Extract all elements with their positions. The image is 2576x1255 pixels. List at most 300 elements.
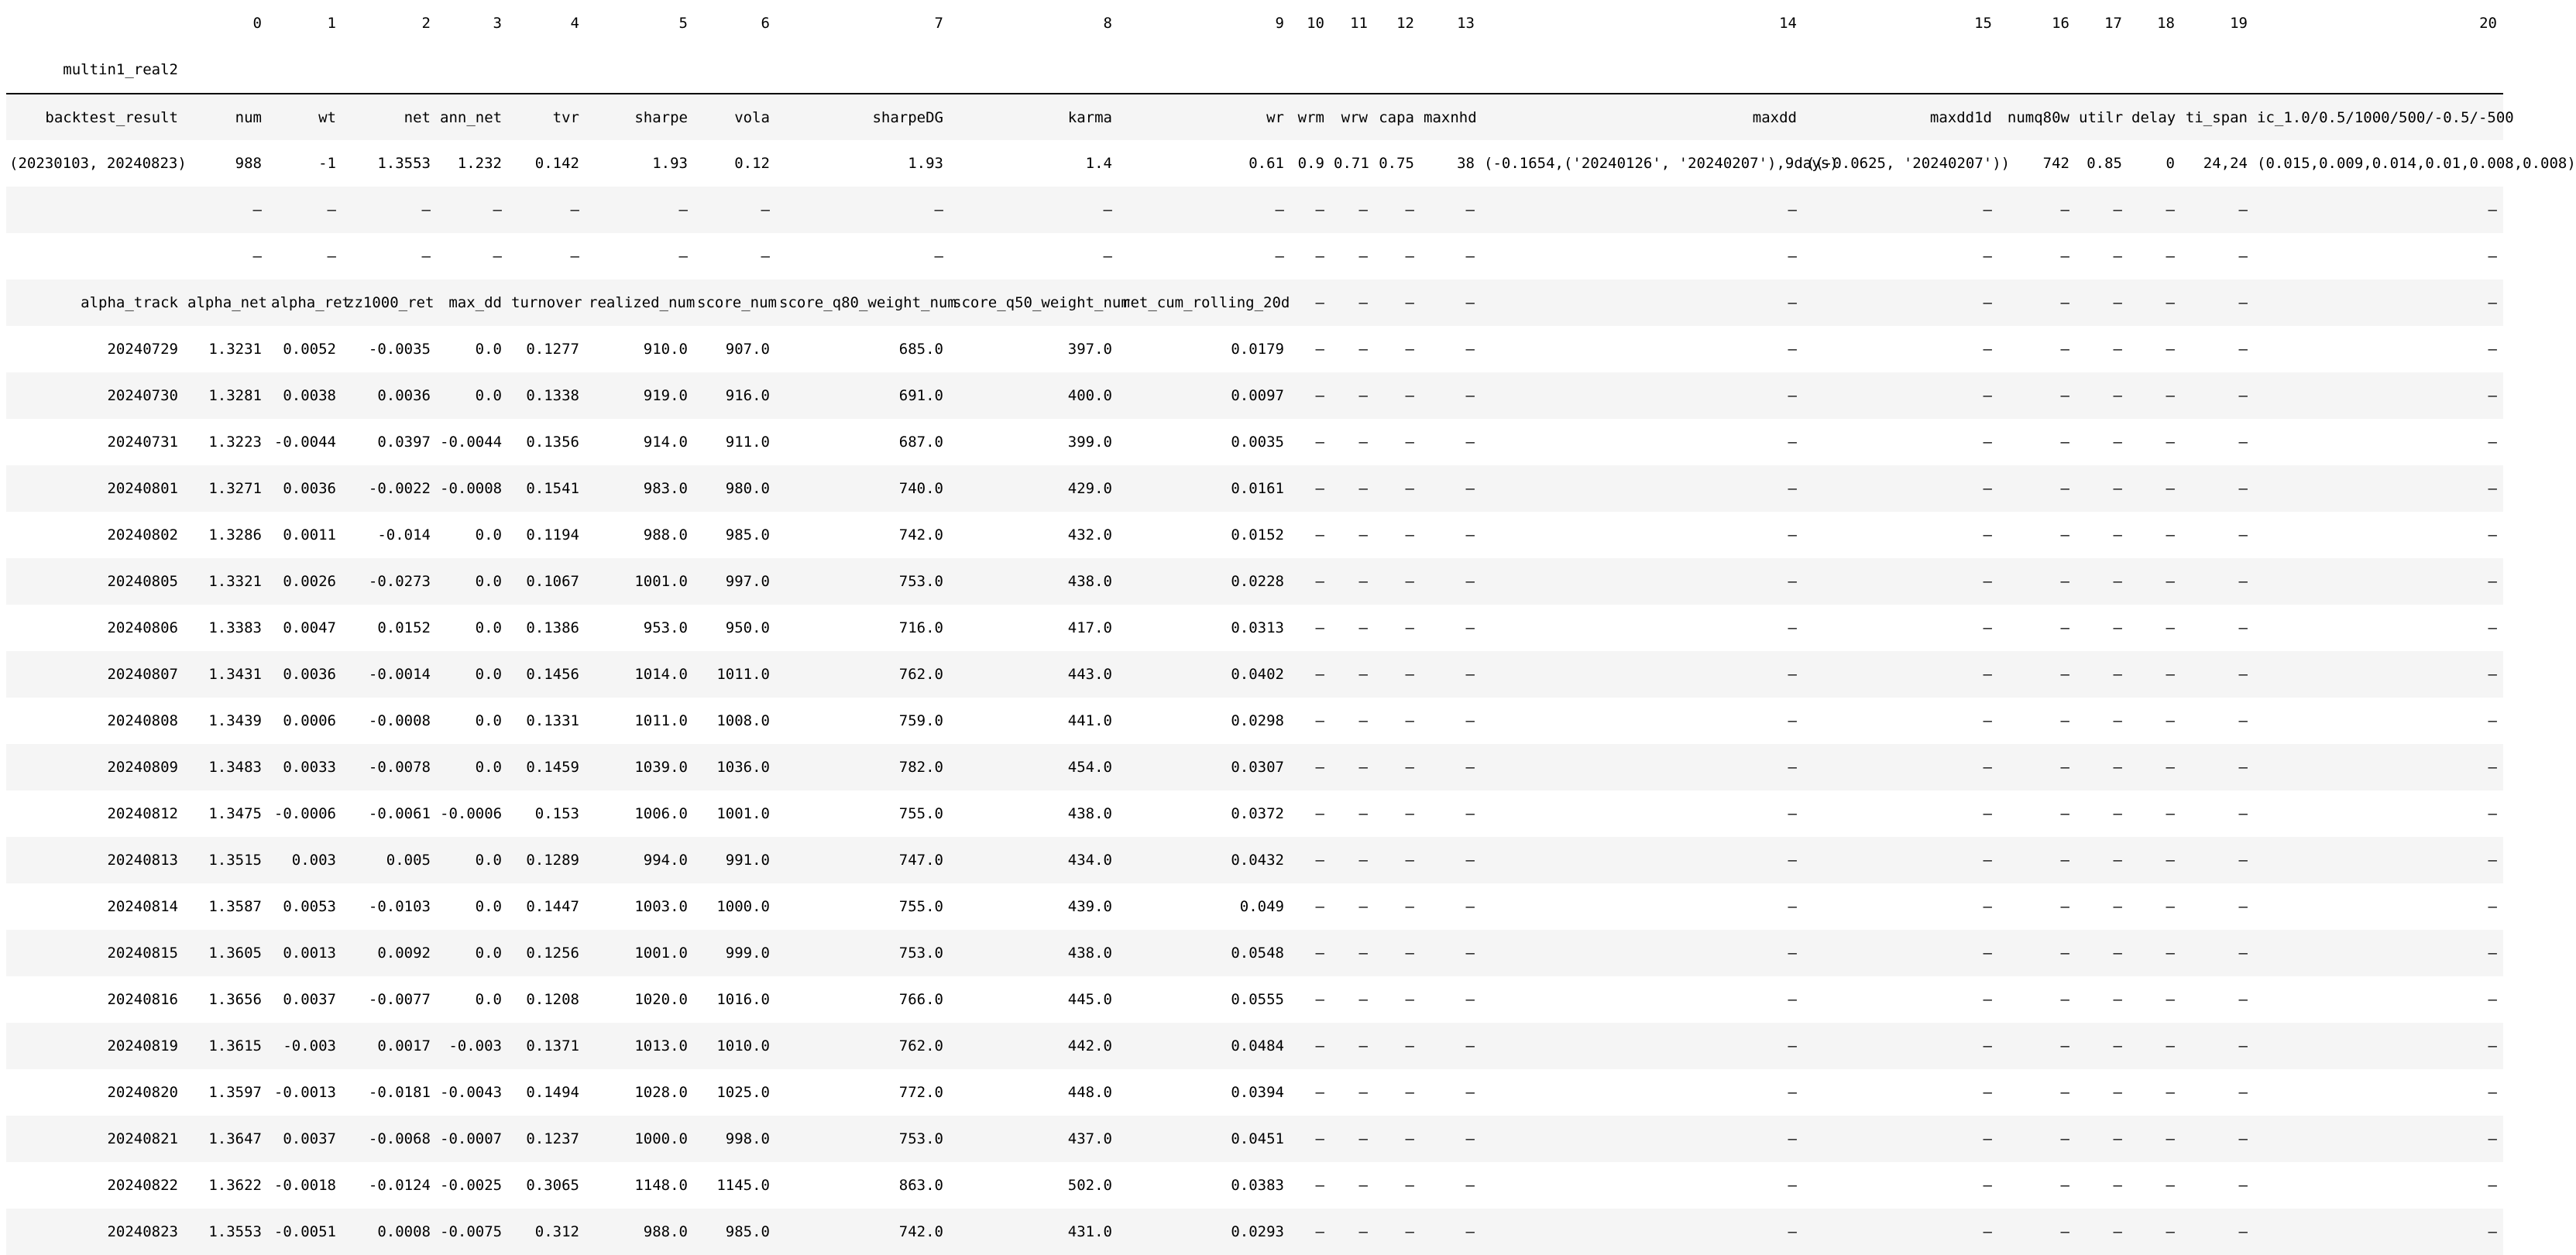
- table-cell: 0.1447: [526, 898, 579, 915]
- table-cell: —: [1983, 573, 1992, 590]
- table-cell: —: [1358, 341, 1368, 358]
- table-cell: 0.0097: [1231, 387, 1284, 404]
- table-cell: 762.0: [898, 666, 943, 683]
- table-cell: turnover: [511, 294, 582, 311]
- table-cell: 1.3439: [208, 712, 262, 729]
- table-cell: —: [2488, 805, 2497, 822]
- table-cell: 0.0: [475, 945, 502, 962]
- table-cell: 1028.0: [634, 1084, 688, 1101]
- table-cell: 0.003: [291, 852, 336, 869]
- table-cell: sharpe: [634, 108, 688, 126]
- table-cell: 0.0307: [1231, 759, 1284, 776]
- table-cell: 0.1459: [526, 759, 579, 776]
- table-cell: 1008.0: [716, 712, 770, 729]
- table-cell: 1.3223: [208, 434, 262, 451]
- row-index-label: 20240819: [107, 1037, 178, 1054]
- table-cell: 1001.0: [634, 945, 688, 962]
- table-cell: alpha_net: [187, 294, 267, 311]
- table-cell: numq80w: [2007, 108, 2069, 126]
- index-row-blank-cell: [2254, 46, 2503, 94]
- table-cell: 0.0013: [283, 945, 336, 962]
- table-cell: —: [1465, 945, 1475, 962]
- table-row: [6, 558, 2503, 605]
- table-cell: —: [934, 201, 943, 218]
- table-cell: —: [1405, 1130, 1414, 1147]
- table-cell: delay: [2131, 108, 2176, 126]
- table-cell: —: [2113, 1130, 2122, 1147]
- table-cell: 1010.0: [716, 1037, 770, 1054]
- table-cell: —: [1315, 573, 1324, 590]
- row-index-label: [6, 187, 184, 233]
- table-cell: 1.3597: [208, 1084, 262, 1101]
- table-cell: —: [2113, 805, 2122, 822]
- table-cell: —: [1983, 434, 1992, 451]
- table-cell: 1.3656: [208, 991, 262, 1008]
- table-cell: 0.0: [475, 759, 502, 776]
- table-cell: 0.1208: [526, 991, 579, 1008]
- table-cell: —: [1983, 480, 1992, 497]
- table-cell: —: [1788, 898, 1797, 915]
- table-cell: —: [1358, 1223, 1368, 1240]
- table-cell: —: [2166, 759, 2175, 776]
- table-cell: —: [1465, 898, 1475, 915]
- table-cell: 755.0: [898, 805, 943, 822]
- table-cell: —: [2060, 1223, 2069, 1240]
- table-cell: —: [1788, 526, 1797, 543]
- table-cell: 0.049: [1239, 898, 1284, 915]
- table-cell: 953.0: [643, 619, 688, 636]
- table-cell: —: [252, 248, 262, 265]
- table-cell: —: [2488, 666, 2497, 683]
- table-cell: —: [2113, 201, 2122, 218]
- table-cell: —: [1983, 341, 1992, 358]
- table-cell: —: [2238, 759, 2248, 776]
- table-cell: 0.0484: [1231, 1037, 1284, 1054]
- table-cell: —: [2113, 434, 2122, 451]
- table-cell: 1001.0: [716, 805, 770, 822]
- table-cell: —: [2488, 248, 2497, 265]
- table-cell: —: [2238, 573, 2248, 590]
- table-cell: —: [1315, 712, 1324, 729]
- table-cell: —: [1315, 387, 1324, 404]
- table-row: [6, 651, 2503, 698]
- table-cell: —: [1358, 294, 1368, 311]
- table-cell: —: [1405, 898, 1414, 915]
- index-row-blank-cell: [2076, 46, 2128, 94]
- table-cell: -0.003: [448, 1037, 502, 1054]
- table-row: [6, 790, 2503, 837]
- table-cell: —: [2238, 898, 2248, 915]
- table-cell: 0.75: [1379, 155, 1414, 172]
- table-cell: 438.0: [1067, 805, 1112, 822]
- table-cell: 0.0033: [283, 759, 336, 776]
- table-cell: 1011.0: [634, 712, 688, 729]
- table-cell: —: [2060, 387, 2069, 404]
- table-cell: —: [2238, 1223, 2248, 1240]
- table-cell: 998.0: [725, 1130, 770, 1147]
- table-cell: 0.61: [1249, 155, 1284, 172]
- row-index-label: 20240729: [107, 341, 178, 358]
- table-cell: —: [2060, 573, 2069, 590]
- table-cell: -0.0014: [368, 666, 431, 683]
- table-cell: 911.0: [725, 434, 770, 451]
- table-cell: —: [1358, 805, 1368, 822]
- table-cell: —: [1465, 1177, 1475, 1194]
- table-cell: 863.0: [898, 1177, 943, 1194]
- table-cell: 753.0: [898, 945, 943, 962]
- table-cell: -0.0075: [440, 1223, 503, 1240]
- table-cell: —: [2113, 341, 2122, 358]
- table-cell: 441.0: [1067, 712, 1112, 729]
- table-cell: -0.0044: [440, 434, 503, 451]
- table-cell: —: [1465, 666, 1475, 683]
- table-cell: —: [1315, 1223, 1324, 1240]
- table-cell: 0.0037: [283, 991, 336, 1008]
- table-cell: —: [2238, 341, 2248, 358]
- table-cell: —: [2166, 526, 2175, 543]
- table-cell: 1000.0: [634, 1130, 688, 1147]
- table-cell: 0.0053: [283, 898, 336, 915]
- row-index-label: 20240805: [107, 573, 178, 590]
- table-cell: —: [1358, 248, 1368, 265]
- table-cell: —: [2166, 991, 2175, 1008]
- table-cell: 907.0: [725, 341, 770, 358]
- table-cell: —: [1983, 526, 1992, 543]
- table-cell: 439.0: [1067, 898, 1112, 915]
- table-cell: -0.0068: [368, 1130, 431, 1147]
- table-cell: —: [1275, 248, 1284, 265]
- table-cell: 0.1338: [526, 387, 579, 404]
- table-cell: 988.0: [643, 526, 688, 543]
- index-row-blank-cell: [586, 46, 694, 94]
- table-cell: —: [1358, 759, 1368, 776]
- table-cell: 0.0026: [283, 573, 336, 590]
- table-cell: —: [327, 201, 336, 218]
- table-cell: 1.3383: [208, 619, 262, 636]
- row-index-label: 20240814: [107, 898, 178, 915]
- table-cell: 0.0036: [377, 387, 431, 404]
- table-cell: 740.0: [898, 480, 943, 497]
- table-cell: —: [1315, 434, 1324, 451]
- table-cell: —: [1315, 619, 1324, 636]
- table-cell: —: [1315, 666, 1324, 683]
- table-cell: —: [1275, 201, 1284, 218]
- table-cell: —: [1358, 434, 1368, 451]
- index-row-blank-cell: [776, 46, 950, 94]
- table-cell: 916.0: [725, 387, 770, 404]
- table-cell: —: [1405, 1084, 1414, 1101]
- table-cell: 448.0: [1067, 1084, 1112, 1101]
- table-cell: 1001.0: [634, 573, 688, 590]
- row-index-label: 20240815: [107, 945, 178, 962]
- table-cell: 0.0: [475, 666, 502, 683]
- table-cell: 988: [235, 155, 262, 172]
- table-row: [6, 233, 2503, 279]
- table-cell: —: [2113, 248, 2122, 265]
- table-cell: —: [2166, 480, 2175, 497]
- table-cell: -0.0018: [273, 1177, 336, 1194]
- table-cell: —: [1788, 852, 1797, 869]
- table-cell: —: [2060, 1084, 2069, 1101]
- table-cell: -0.0006: [273, 805, 336, 822]
- table-row: [6, 883, 2503, 930]
- table-row: [6, 512, 2503, 558]
- table-row: [6, 140, 2503, 187]
- table-cell: 1025.0: [716, 1084, 770, 1101]
- table-cell: —: [1405, 619, 1414, 636]
- table-cell: —: [1788, 434, 1797, 451]
- table-row: [6, 187, 2503, 233]
- table-cell: —: [2166, 201, 2175, 218]
- table-cell: —: [1405, 852, 1414, 869]
- table-cell: —: [1465, 1084, 1475, 1101]
- column-number-header: 10: [1307, 15, 1324, 32]
- table-cell: 753.0: [898, 573, 943, 590]
- table-cell: 1016.0: [716, 991, 770, 1008]
- table-cell: -0.0273: [368, 573, 431, 590]
- table-cell: —: [1465, 434, 1475, 451]
- table-cell: —: [1405, 480, 1414, 497]
- table-cell: —: [2238, 1037, 2248, 1054]
- table-cell: 0.0372: [1231, 805, 1284, 822]
- table-cell: maxdd: [1752, 108, 1797, 126]
- table-cell: -0.0025: [440, 1177, 503, 1194]
- table-cell: —: [1358, 201, 1368, 218]
- index-row-blank-cell: [694, 46, 776, 94]
- table-cell: —: [2060, 898, 2069, 915]
- table-cell: —: [2060, 852, 2069, 869]
- table-cell: —: [1315, 526, 1324, 543]
- table-cell: 0: [2166, 155, 2175, 172]
- index-name: multin1_real2: [6, 46, 184, 94]
- table-cell: 0.0038: [283, 387, 336, 404]
- table-cell: —: [1788, 294, 1797, 311]
- table-cell: —: [2488, 619, 2497, 636]
- table-cell: —: [2238, 201, 2248, 218]
- row-index-label: (20230103, 20240823): [9, 155, 187, 172]
- table-cell: —: [2113, 1223, 2122, 1240]
- table-cell: —: [1315, 991, 1324, 1008]
- column-number-header: 16: [2052, 15, 2069, 32]
- corner-blank: [6, 0, 184, 46]
- table-cell: —: [2166, 1037, 2175, 1054]
- table-row: [6, 744, 2503, 790]
- table-cell: —: [2488, 201, 2497, 218]
- table-cell: —: [1315, 294, 1324, 311]
- table-cell: —: [1465, 387, 1475, 404]
- table-cell: score_num: [697, 294, 777, 311]
- index-row-blank-cell: [2128, 46, 2181, 94]
- table-cell: 1.3587: [208, 898, 262, 915]
- table-cell: —: [1405, 1223, 1414, 1240]
- table-cell: -0.0035: [368, 341, 431, 358]
- table-cell: 0.0152: [1231, 526, 1284, 543]
- table-cell: 0.0383: [1231, 1177, 1284, 1194]
- table-cell: —: [493, 201, 502, 218]
- table-cell: -0.0103: [368, 898, 431, 915]
- table-cell: 747.0: [898, 852, 943, 869]
- table-cell: 400.0: [1067, 387, 1112, 404]
- table-cell: 0.0052: [283, 341, 336, 358]
- table-cell: —: [570, 248, 579, 265]
- column-number-header: 13: [1457, 15, 1475, 32]
- table-cell: 766.0: [898, 991, 943, 1008]
- table-cell: —: [2166, 1084, 2175, 1101]
- table-cell: 454.0: [1067, 759, 1112, 776]
- table-cell: —: [2060, 666, 2069, 683]
- table-cell: 983.0: [643, 480, 688, 497]
- table-cell: —: [1315, 898, 1324, 915]
- table-cell: —: [1788, 712, 1797, 729]
- table-cell: 0.142: [534, 155, 579, 172]
- table-cell: —: [2060, 248, 2069, 265]
- table-cell: —: [2060, 1177, 2069, 1194]
- table-row: [6, 1209, 2503, 1255]
- table-cell: —: [1315, 852, 1324, 869]
- index-row-blank-cell: [950, 46, 1118, 94]
- table-cell: max_dd: [448, 294, 502, 311]
- table-cell: 753.0: [898, 1130, 943, 1147]
- table-cell: —: [1315, 480, 1324, 497]
- table-cell: ((-0.0625, '20240207')): [1806, 155, 2011, 172]
- table-cell: 0.0548: [1231, 945, 1284, 962]
- table-cell: —: [2113, 712, 2122, 729]
- table-body: [6, 94, 2576, 1255]
- table-cell: 0.153: [534, 805, 579, 822]
- column-number-header: 18: [2157, 15, 2175, 32]
- column-number-header: 20: [2479, 15, 2497, 32]
- table-cell: —: [1983, 666, 1992, 683]
- table-cell: —: [2488, 1037, 2497, 1054]
- table-cell: 1.3431: [208, 666, 262, 683]
- table-cell: (-0.1654,('20240126', '20240207'),9days): [1484, 155, 1839, 172]
- table-cell: 782.0: [898, 759, 943, 776]
- table-cell: —: [2238, 1177, 2248, 1194]
- table-cell: 1006.0: [634, 805, 688, 822]
- table-cell: capa: [1379, 108, 1414, 126]
- table-cell: -0.0077: [368, 991, 431, 1008]
- table-cell: —: [252, 201, 262, 218]
- row-index-label: [6, 233, 184, 279]
- table-cell: 0.12: [734, 155, 770, 172]
- table-cell: 1036.0: [716, 759, 770, 776]
- table-cell: 0.0047: [283, 619, 336, 636]
- table-cell: —: [2488, 712, 2497, 729]
- table-cell: 1.3271: [208, 480, 262, 497]
- table-cell: 0.1289: [526, 852, 579, 869]
- table-cell: 919.0: [643, 387, 688, 404]
- table-cell: 988.0: [643, 1223, 688, 1240]
- table-cell: —: [2060, 712, 2069, 729]
- table-cell: 0.0: [475, 341, 502, 358]
- table-cell: 438.0: [1067, 573, 1112, 590]
- table-cell: 0.312: [534, 1223, 579, 1240]
- index-row-blank-cell: [184, 46, 268, 94]
- table-cell: —: [2238, 526, 2248, 543]
- table-cell: 0.0: [475, 712, 502, 729]
- table-cell: —: [1983, 201, 1992, 218]
- index-row-blank-cell: [1420, 46, 1481, 94]
- row-index-label: 20240821: [107, 1130, 178, 1147]
- table-cell: 38: [1457, 155, 1475, 172]
- table-cell: ic_1.0/0.5/1000/500/-0.5/-500: [2257, 108, 2514, 126]
- table-cell: —: [1788, 248, 1797, 265]
- table-cell: 1.232: [457, 155, 502, 172]
- table-cell: —: [2166, 573, 2175, 590]
- table-cell: 980.0: [725, 480, 770, 497]
- table-cell: —: [421, 201, 431, 218]
- index-row-blank-cell: [1998, 46, 2076, 94]
- table-cell: 0.0011: [283, 526, 336, 543]
- table-cell: 716.0: [898, 619, 943, 636]
- table-cell: 397.0: [1067, 341, 1112, 358]
- table-row: [6, 279, 2503, 326]
- table-cell: —: [1103, 248, 1112, 265]
- table-row: [6, 419, 2503, 465]
- table-cell: —: [1788, 341, 1797, 358]
- table-cell: —: [1788, 387, 1797, 404]
- table-cell: —: [1465, 1037, 1475, 1054]
- table-cell: —: [570, 201, 579, 218]
- table-cell: —: [2060, 526, 2069, 543]
- table-cell: —: [1405, 666, 1414, 683]
- table-cell: 1020.0: [634, 991, 688, 1008]
- table-cell: -0.0043: [440, 1084, 503, 1101]
- table-cell: 759.0: [898, 712, 943, 729]
- row-index-label: 20240809: [107, 759, 178, 776]
- column-number-header: 12: [1396, 15, 1414, 32]
- table-cell: 0.0298: [1231, 712, 1284, 729]
- table-cell: —: [2488, 573, 2497, 590]
- table-cell: —: [1983, 294, 1992, 311]
- table-cell: —: [2060, 480, 2069, 497]
- table-cell: —: [1315, 1130, 1324, 1147]
- table-cell: 742.0: [898, 1223, 943, 1240]
- table-cell: —: [1315, 201, 1324, 218]
- table-cell: —: [1788, 1223, 1797, 1240]
- column-number-header: 8: [1103, 15, 1112, 32]
- table-cell: 0.0006: [283, 712, 336, 729]
- table-cell: wrw: [1341, 108, 1368, 126]
- table-cell: 985.0: [725, 1223, 770, 1240]
- table-cell: —: [1405, 712, 1414, 729]
- table-cell: —: [493, 248, 502, 265]
- table-cell: —: [1788, 573, 1797, 590]
- table-cell: —: [2238, 434, 2248, 451]
- table-cell: 1.3647: [208, 1130, 262, 1147]
- table-cell: maxnhd: [1424, 108, 1477, 126]
- table-cell: —: [2238, 991, 2248, 1008]
- table-cell: 0.0: [475, 573, 502, 590]
- table-cell: 0.1237: [526, 1130, 579, 1147]
- table-cell: —: [1788, 619, 1797, 636]
- table-cell: 0.0: [475, 991, 502, 1008]
- table-cell: —: [1465, 294, 1475, 311]
- table-cell: —: [1465, 712, 1475, 729]
- table-cell: —: [1358, 1037, 1368, 1054]
- table-cell: —: [2488, 1084, 2497, 1101]
- table-cell: —: [1315, 1084, 1324, 1101]
- table-cell: 0.1386: [526, 619, 579, 636]
- table-cell: —: [2488, 526, 2497, 543]
- table-cell: —: [1983, 945, 1992, 962]
- table-cell: —: [1788, 480, 1797, 497]
- row-index-label: 20240808: [107, 712, 178, 729]
- table-cell: —: [2113, 852, 2122, 869]
- column-number-header: 1: [327, 15, 336, 32]
- table-cell: 445.0: [1067, 991, 1112, 1008]
- table-cell: —: [1405, 201, 1414, 218]
